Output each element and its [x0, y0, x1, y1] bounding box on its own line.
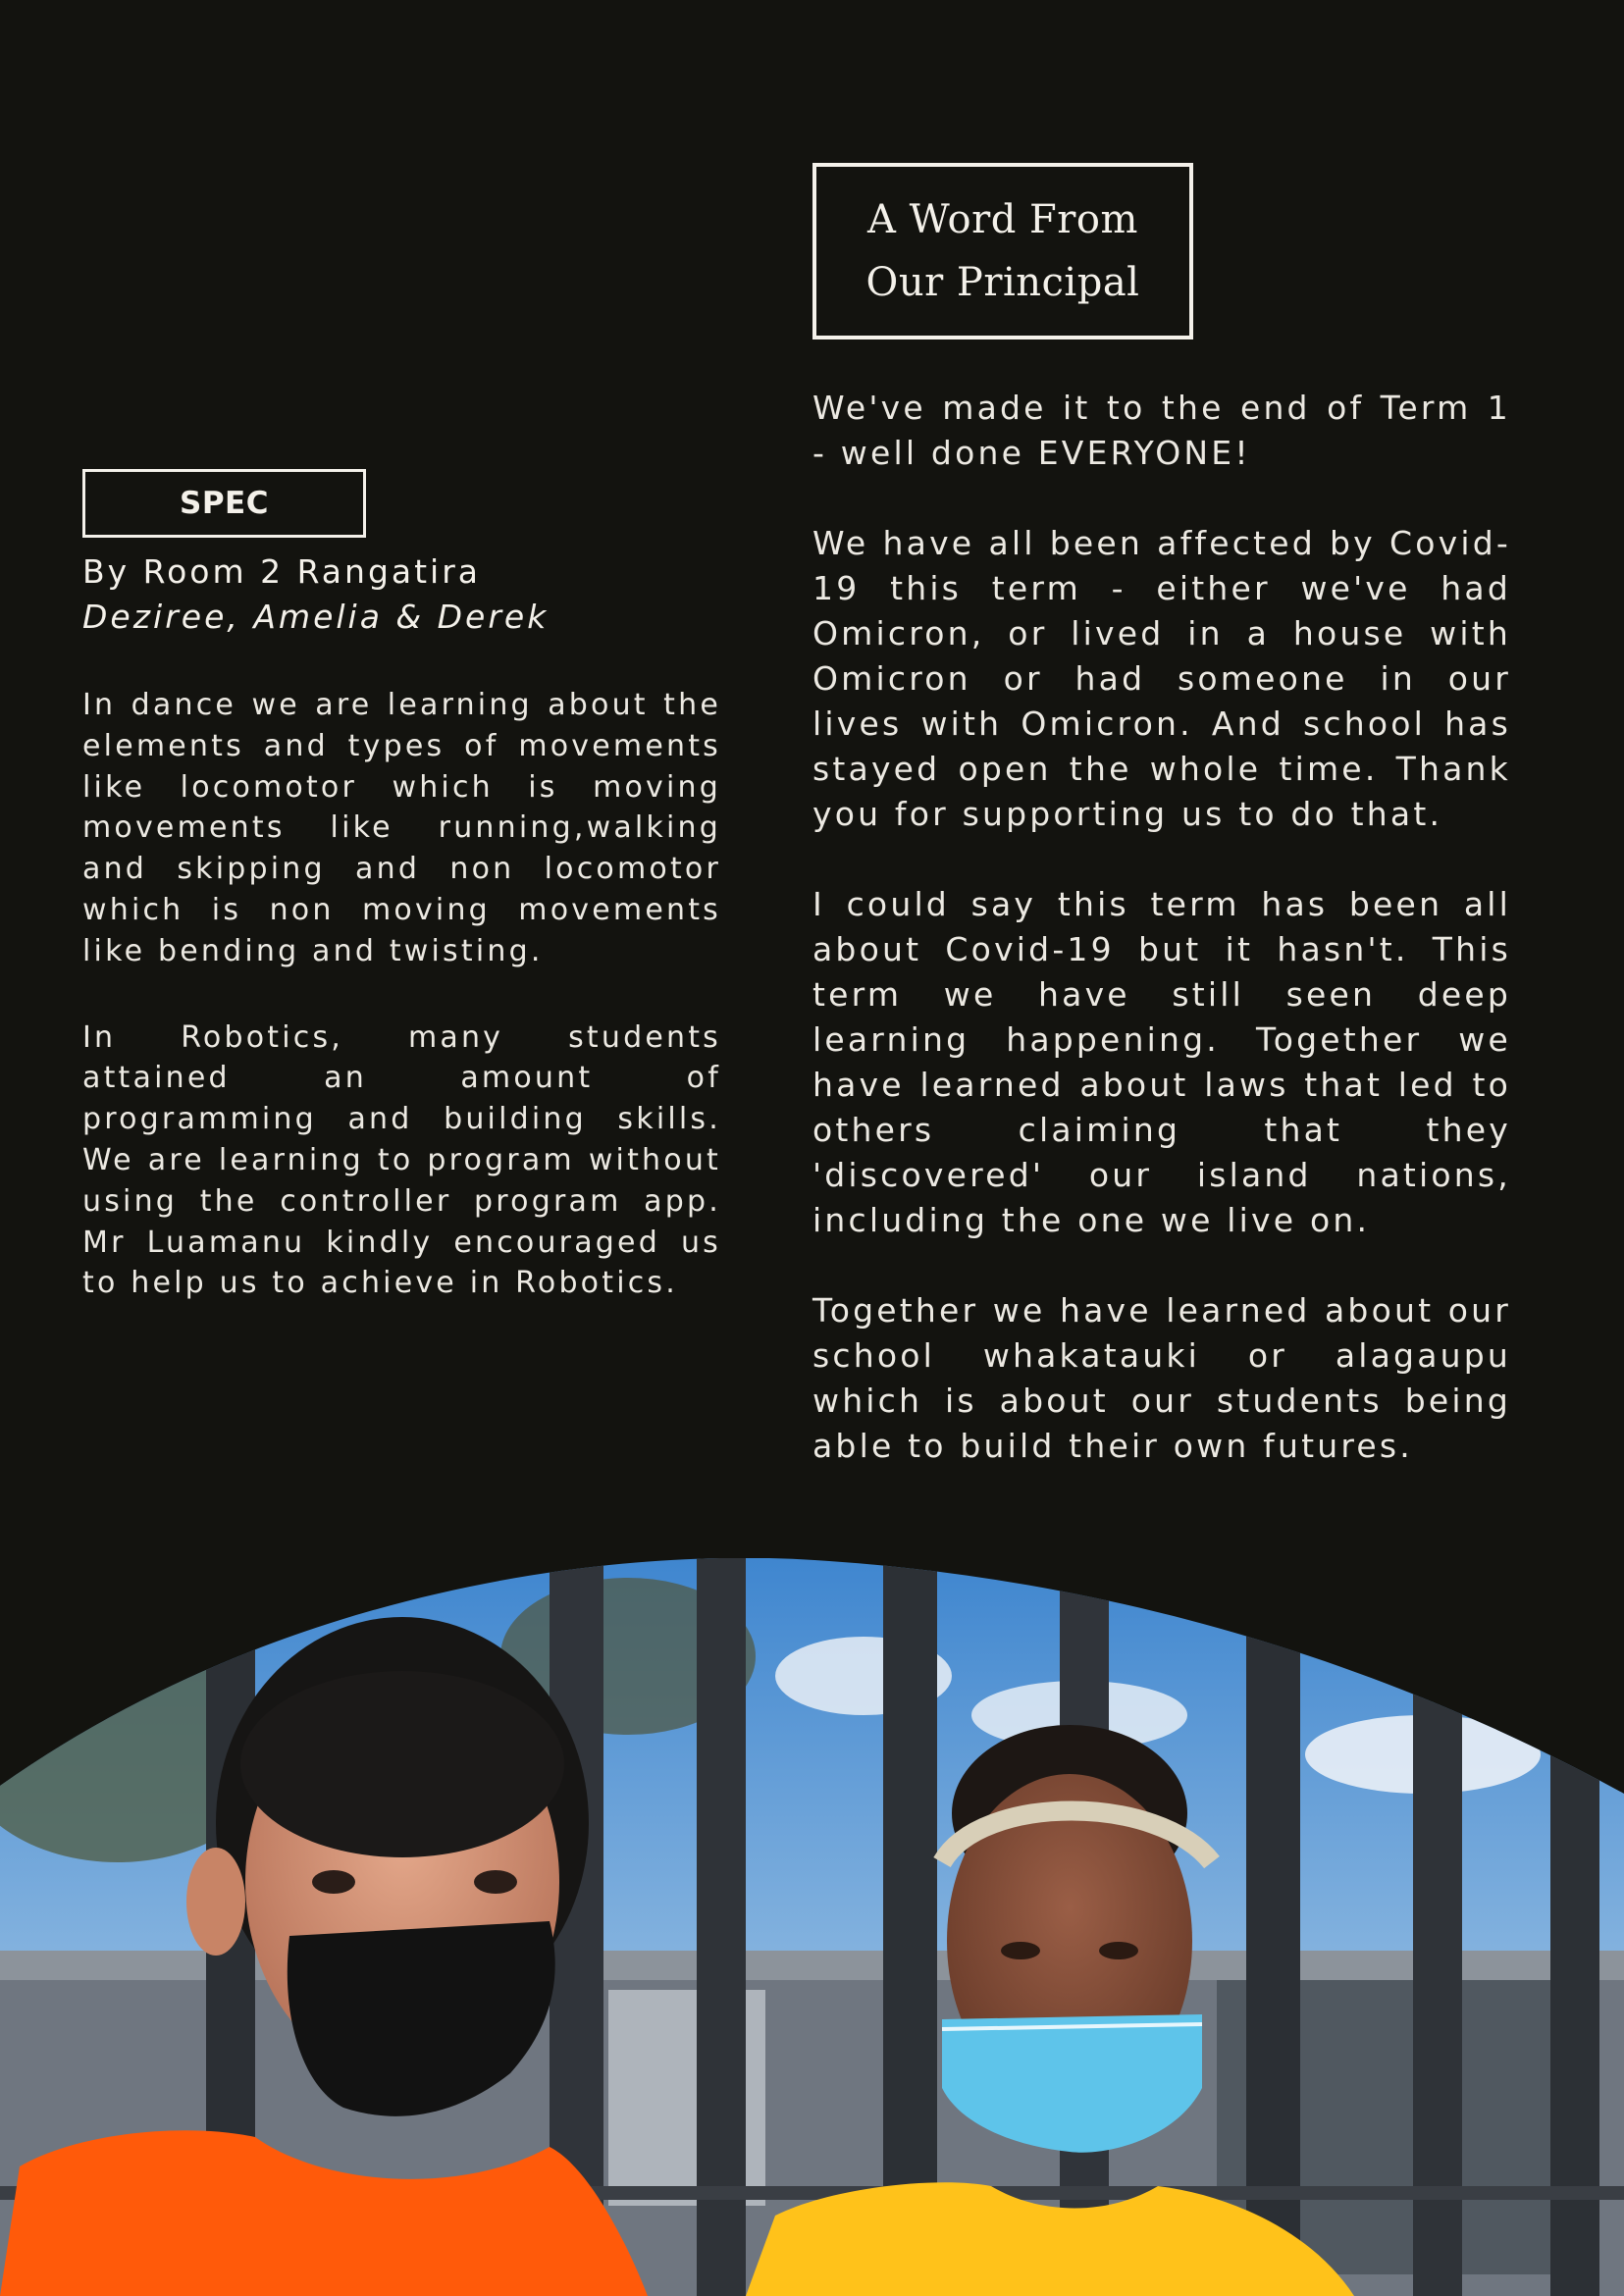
principal-paragraph: We have all been affected by Covid-19 this term - either we've had Omicron, or lived in a house with Omicron or had someone in our lives with Omicron. And school has stayed open the whole time. Thank you for supporting us to do that.	[812, 524, 1511, 833]
principal-heading-box	[812, 163, 1193, 339]
principal-heading	[866, 188, 1140, 314]
spec-authors: Deziree, Amelia & Derek	[82, 598, 550, 636]
principal-paragraph: Together we have learned about our school whakatauki or alagaupu which is about our students being able to build their own futures.	[812, 1291, 1511, 1465]
spec-byline-block	[82, 549, 730, 640]
principal-text-column	[812, 386, 1511, 1514]
spec-text-column	[82, 685, 721, 1349]
spec-byline: By Room 2 Rangatira	[82, 552, 482, 591]
principal-heading-line1: A Word From	[867, 197, 1138, 242]
spec-heading-box	[82, 469, 366, 538]
spec-paragraph: In dance we are learning about the elements and types of movements like locomotor which is moving movements like running,walking and skipping and non locomotor which is non moving movements like bending and twisting.	[82, 688, 721, 968]
students-photo	[0, 1558, 1624, 2296]
spec-heading: SPEC	[180, 486, 269, 521]
spec-paragraph: In Robotics, many students attained an amount of programming and building skills. We are learning to program without using the controller program app. Mr Luamanu kindly encouraged us to help us to achieve in Robotics.	[82, 1019, 721, 1301]
students-photo-illustration	[0, 1558, 1624, 2296]
principal-paragraph: I could say this term has been all about Covid-19 but it hasn't. This term we have still seen deep learning happening. Together we have learned about laws that led to others claiming that they 'discovered' our island nations, including the one we live on.	[812, 885, 1511, 1239]
principal-heading-line2: Our Principal	[865, 260, 1140, 305]
principal-paragraph: We've made it to the end of Term 1 - well done EVERYONE!	[812, 389, 1511, 472]
